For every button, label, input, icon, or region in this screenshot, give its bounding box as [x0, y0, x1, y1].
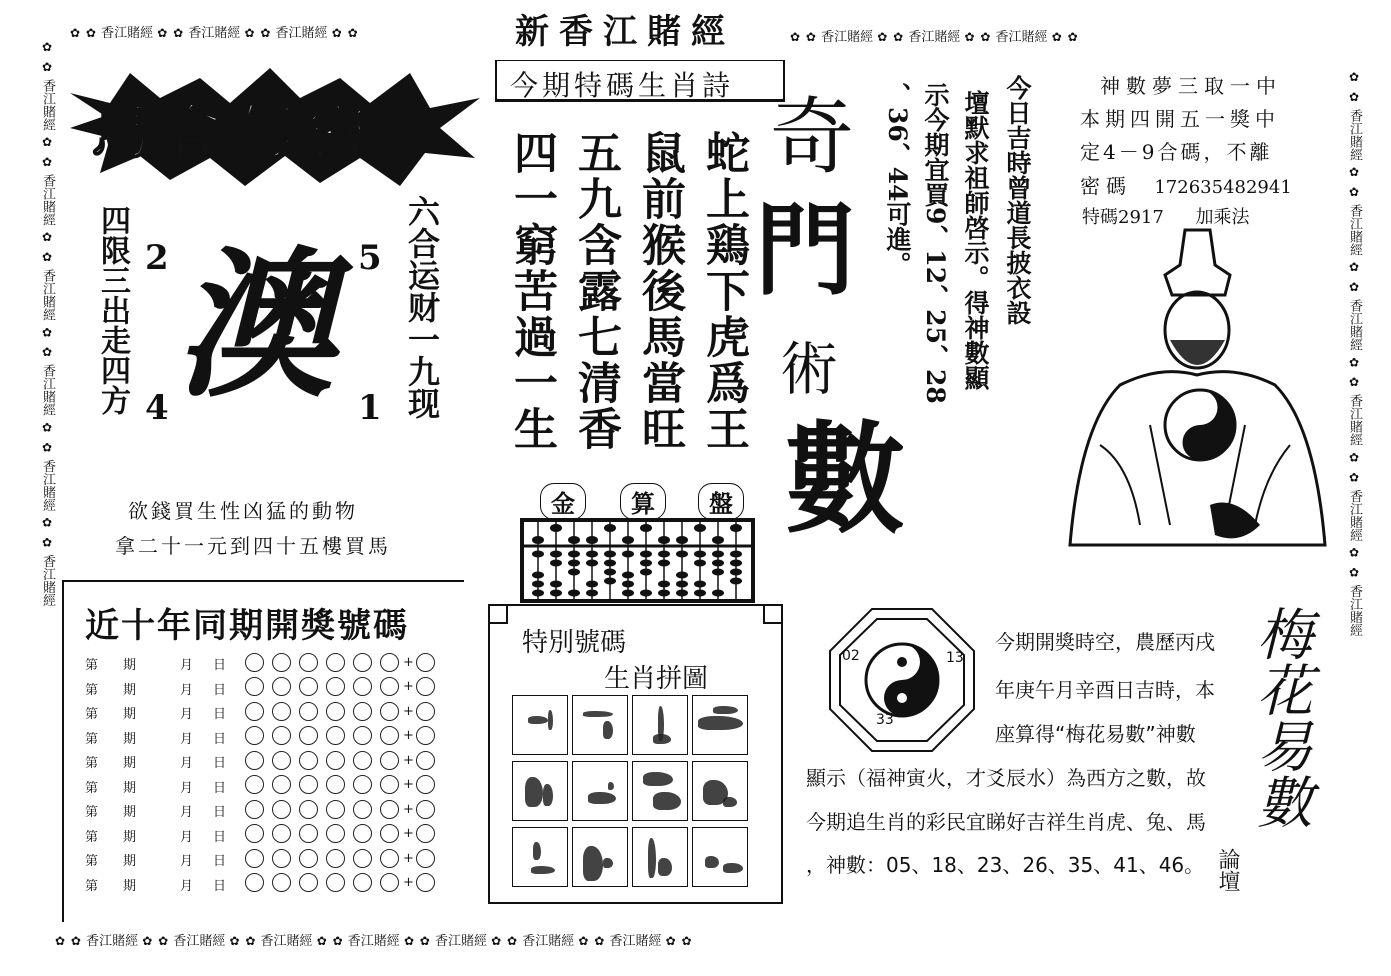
number-circle	[245, 653, 264, 672]
shenshu-line-3: 定4－9合碼，不離	[1080, 140, 1273, 164]
history-row	[85, 724, 465, 749]
abacus-bead	[622, 581, 634, 588]
number-circle	[299, 800, 318, 819]
ink-blot	[603, 858, 613, 868]
abacus-bead	[676, 590, 688, 597]
plus-icon: +	[403, 777, 414, 793]
number-circle	[353, 653, 372, 672]
ink-blot	[608, 782, 614, 790]
special-corner-tl	[488, 604, 508, 624]
top-border-left: ✿ ✿ 香江賭經 ✿ ✿ 香江賭經 ✿ ✿ 香江賭經 ✿ ✿	[70, 26, 359, 41]
ink-blot	[658, 858, 672, 876]
abacus-bead	[730, 569, 742, 576]
plus-icon: +	[403, 826, 414, 842]
abacus-bead	[532, 581, 544, 588]
special-number-circle	[416, 873, 435, 892]
number-circle	[353, 751, 372, 770]
special-number-circle	[416, 824, 435, 843]
abacus-bead	[658, 560, 670, 567]
history-row-label: 日	[213, 658, 227, 673]
zodiac-puzzle-cell	[692, 761, 748, 821]
right-column-text: 六合运财一九现	[403, 195, 441, 419]
history-row-label: 第	[85, 805, 99, 820]
qimen-char-1: 奇	[770, 88, 855, 186]
zodiac-puzzle-cell	[692, 827, 748, 887]
number-circle	[380, 677, 399, 696]
history-row-label: 日	[213, 707, 227, 722]
history-row-label: 月	[180, 658, 194, 673]
history-row-labels	[85, 773, 245, 798]
ink-blot	[525, 777, 543, 807]
ink-blot	[698, 716, 743, 730]
abacus-label-2: 算	[620, 483, 666, 520]
abacus-bead	[586, 581, 598, 588]
number-circle	[380, 849, 399, 868]
number-circle	[299, 677, 318, 696]
abacus-bead	[568, 560, 580, 567]
left-column-text: 四限三出走四方	[95, 205, 130, 415]
bagua-number-2: 13	[946, 650, 964, 666]
abacus-label-1: 金	[540, 483, 586, 520]
top-border-right: ✿ ✿ 香江賭經 ✿ ✿ 香江賭經 ✿ ✿ 香江賭經 ✿ ✿	[790, 30, 1079, 45]
notice-col-1: 今日吉時曾道長披衣設	[1003, 75, 1032, 325]
special-title-1: 特別號碼	[522, 628, 627, 658]
number-circle	[299, 726, 318, 745]
number-circle	[272, 800, 291, 819]
number-circle	[353, 873, 372, 892]
number-circle	[380, 653, 399, 672]
abacus-icon	[520, 518, 755, 603]
special-number-circle	[416, 800, 435, 819]
plus-icon: +	[403, 875, 414, 891]
meihua-line-6: ，神數：05、18、23、26、35、41、46。	[806, 853, 1205, 877]
number-circle	[245, 751, 264, 770]
abacus-bead	[730, 578, 742, 585]
history-row-labels	[85, 822, 245, 847]
meihua-line-3: 座算得“梅花易數”神數	[995, 722, 1196, 746]
history-row-label: 第	[85, 829, 99, 845]
abacus-bead	[640, 590, 652, 597]
abacus-bead	[730, 524, 742, 532]
plus-icon: +	[403, 679, 414, 695]
abacus-bead	[622, 590, 634, 597]
abacus-bead	[550, 590, 562, 597]
ink-blot	[603, 721, 613, 739]
history-row-label: 日	[213, 854, 227, 869]
history-row	[85, 675, 465, 700]
center-calligraphy: 澳	[175, 231, 336, 419]
left-border: ✿ ✿ 香江賭經 ✿ ✿ 香江賭經 ✿ ✿ 香江賭經 ✿ ✿ 香江賭經 ✿ ✿ 香江賭經 ✿ ✿ 香江賭經	[40, 40, 55, 607]
number-circle	[326, 873, 345, 892]
abacus-bead	[586, 536, 598, 544]
horse-box-title: 馬會傳密	[92, 98, 381, 166]
number-circle	[272, 775, 291, 794]
abacus-bead	[532, 551, 544, 558]
history-row-label: 第	[85, 707, 99, 722]
history-row-label: 日	[213, 805, 227, 820]
abacus-bead	[532, 590, 544, 597]
abacus-bead	[550, 581, 562, 588]
special-title-2: 生肖拼圖	[604, 664, 709, 694]
meihua-signature: 論壇	[1215, 848, 1240, 892]
history-row	[85, 650, 465, 675]
history-row-label: 期	[123, 854, 137, 869]
number-circle	[272, 849, 291, 868]
abacus-bead	[712, 560, 724, 567]
shenshu-line-4	[1080, 170, 1292, 199]
history-row-labels	[85, 748, 245, 773]
abacus-bead	[604, 560, 616, 567]
history-row-label: 第	[85, 854, 99, 869]
history-row-label: 月	[180, 780, 194, 796]
history-row-label: 月	[180, 829, 194, 845]
number-circle	[380, 751, 399, 770]
history-row-label: 期	[123, 658, 137, 673]
special-number-circle	[416, 677, 435, 696]
notice-col-2: 壇默求祖師啓示。得神數顯	[961, 90, 990, 390]
history-row-label: 期	[123, 756, 137, 771]
plus-icon: +	[403, 752, 414, 768]
bagua-number-3: 33	[876, 712, 894, 728]
number-circle	[380, 726, 399, 745]
abacus-bead	[568, 569, 580, 576]
zodiac-puzzle-cell	[512, 827, 568, 887]
abacus-bead	[658, 581, 670, 588]
abacus-bead	[622, 536, 634, 544]
abacus-bead	[550, 524, 562, 532]
bagua-number-1: 02	[842, 648, 860, 664]
number-circle	[326, 702, 345, 721]
corner-number-br: 1	[358, 388, 382, 428]
special-number-circle	[416, 849, 435, 868]
number-circle	[326, 726, 345, 745]
history-title: 近十年同期開獎號碼	[85, 606, 409, 646]
bottom-border: ✿ ✿ 香江賭經 ✿ ✿ 香江賭經 ✿ ✿ 香江賭經 ✿ ✿ 香江賭經 ✿ ✿ 香江賭經 ✿ ✿ 香江賭經 ✿ ✿ 香江賭經 ✿ ✿	[55, 934, 693, 949]
abacus-bead	[640, 524, 652, 532]
history-row-label: 第	[85, 658, 99, 673]
number-circle	[353, 800, 372, 819]
meihua-line-1: 今期開獎時空，農歷丙戌	[995, 630, 1215, 654]
history-row-label: 日	[213, 829, 227, 845]
abacus-bead	[658, 551, 670, 558]
number-circle	[272, 873, 291, 892]
number-circle	[245, 824, 264, 843]
number-circle	[299, 849, 318, 868]
number-circle	[299, 751, 318, 770]
number-circle	[353, 726, 372, 745]
abacus-bead	[712, 536, 724, 544]
number-circle	[353, 849, 372, 868]
abacus-bead	[712, 569, 724, 576]
history-row-label: 日	[213, 878, 227, 894]
number-circle	[245, 849, 264, 868]
number-circle	[245, 800, 264, 819]
history-row-label: 日	[213, 731, 227, 747]
abacus-bead	[640, 560, 652, 567]
plus-icon: +	[403, 801, 414, 817]
history-row-label: 第	[85, 878, 99, 894]
history-row-label: 月	[180, 854, 194, 869]
number-circle	[272, 702, 291, 721]
number-circle	[299, 873, 318, 892]
history-row-labels	[85, 699, 245, 724]
abacus-bead	[658, 536, 670, 544]
bagua-icon	[822, 605, 982, 755]
ink-blot	[643, 772, 673, 786]
abacus-bead	[640, 569, 652, 576]
ink-blot	[533, 842, 541, 860]
history-row-label: 月	[180, 731, 194, 747]
number-circle	[326, 800, 345, 819]
history-row-label: 期	[123, 731, 137, 747]
number-circle	[272, 653, 291, 672]
abacus-bead	[568, 536, 580, 544]
abacus-bead	[640, 551, 652, 558]
number-circle	[353, 702, 372, 721]
history-row-label: 期	[123, 805, 137, 820]
special-code-method: 加乘法	[1195, 207, 1250, 228]
abacus-bead	[694, 551, 706, 558]
history-row	[85, 871, 465, 896]
history-row-label: 第	[85, 780, 99, 796]
number-circle	[380, 824, 399, 843]
ink-blot	[713, 706, 738, 714]
poem-column-3: 五九含露七清香	[570, 130, 621, 452]
zodiac-puzzle-cell	[512, 695, 568, 755]
number-circle	[353, 775, 372, 794]
history-row-labels	[85, 675, 245, 700]
plus-icon: +	[403, 850, 414, 866]
notice-col-3: 示今期宜買9、12、25、28	[921, 82, 950, 404]
number-circle	[272, 726, 291, 745]
meihua-line-2: 年庚午月辛酉日吉時，本	[995, 678, 1215, 702]
history-row	[85, 846, 465, 871]
zodiac-puzzle-cell	[572, 827, 628, 887]
ink-blot	[653, 734, 671, 744]
number-circle	[353, 824, 372, 843]
abacus-bead	[676, 551, 688, 558]
abacus-bead	[568, 551, 580, 558]
number-circle	[326, 677, 345, 696]
meihua-line-5: 今期追生肖的彩民宜睇好吉祥生肖虎、兔、馬	[806, 810, 1206, 834]
number-circle	[326, 824, 345, 843]
header-title: 新香江賭經	[515, 12, 735, 52]
zodiac-puzzle-cell	[572, 761, 628, 821]
history-row-label: 月	[180, 878, 194, 894]
history-rows	[85, 650, 465, 895]
corner-number-bl: 4	[145, 388, 169, 428]
history-row-label: 日	[213, 682, 227, 698]
zodiac-puzzle-grid	[510, 693, 758, 893]
special-code: 特碼2917	[1082, 207, 1164, 228]
shenshu-code-label: 密碼	[1080, 174, 1132, 198]
ink-blot	[583, 846, 603, 881]
history-row-label: 期	[123, 682, 137, 698]
special-number-circle	[416, 751, 435, 770]
zodiac-puzzle-cell	[572, 695, 628, 755]
shenshu-line-2: 本期四開五一獎中	[1080, 107, 1280, 131]
number-circle	[272, 824, 291, 843]
corner-number-tl: 2	[145, 238, 169, 278]
abacus-bead	[676, 581, 688, 588]
abacus-bead	[604, 578, 616, 585]
history-row-labels	[85, 650, 245, 675]
history-row-label: 月	[180, 805, 194, 820]
plus-icon: +	[403, 654, 414, 670]
special-number-circle	[416, 726, 435, 745]
abacus-bead	[712, 590, 724, 597]
zodiac-puzzle-cell	[512, 761, 568, 821]
abacus-bead	[604, 551, 616, 558]
number-circle	[245, 775, 264, 794]
ink-blot	[705, 856, 719, 868]
history-row-labels	[85, 846, 245, 871]
number-circle	[299, 775, 318, 794]
history-row	[85, 797, 465, 822]
number-circle	[299, 702, 318, 721]
abacus-bead	[586, 560, 598, 567]
horse-line-1: 欲錢買生性凶猛的動物	[128, 499, 358, 523]
ink-blot	[531, 866, 555, 874]
abacus-bead	[532, 536, 544, 544]
abacus-bead	[694, 524, 706, 532]
history-row-label: 期	[123, 878, 137, 894]
abacus-bead	[658, 590, 670, 597]
special-number-circle	[416, 702, 435, 721]
abacus-bead	[586, 551, 598, 558]
abacus-bead	[622, 551, 634, 558]
special-corner-tr	[763, 604, 783, 624]
abacus-bead	[550, 560, 562, 567]
poem-column-2: 鼠前猴後馬當旺	[634, 130, 685, 452]
number-circle	[326, 849, 345, 868]
qimen-char-4: 數	[785, 409, 905, 550]
number-circle	[245, 702, 264, 721]
corner-number-tr: 5	[358, 238, 382, 278]
meihua-side-title: 梅花易數	[1248, 605, 1313, 829]
ink-blot	[583, 711, 613, 717]
history-row-label: 月	[180, 682, 194, 698]
abacus-label-3: 盤	[698, 483, 744, 520]
abacus-bead	[676, 536, 688, 544]
ink-blot	[588, 792, 616, 804]
ink-blot	[648, 838, 656, 878]
abacus-bead	[730, 551, 742, 558]
abacus-bead	[694, 560, 706, 567]
zodiac-puzzle-cell	[632, 761, 688, 821]
right-border: ✿ ✿ 香江賭經 ✿ ✿ 香江賭經 ✿ ✿ 香江賭經 ✿ ✿ 香江賭經 ✿ ✿ 香江賭經 ✿ ✿ 香江賭經	[1347, 70, 1362, 637]
history-row-label: 第	[85, 756, 99, 771]
history-row-label: 期	[123, 780, 137, 796]
number-circle	[245, 677, 264, 696]
history-row-label: 期	[123, 829, 137, 845]
abacus-bead	[604, 524, 616, 532]
ink-blot	[723, 797, 737, 807]
history-row-label: 日	[213, 780, 227, 796]
horse-line-2: 拿二十一元到四十五樓買馬	[115, 534, 391, 558]
plus-icon: +	[403, 728, 414, 744]
ink-blot	[653, 792, 681, 810]
qimen-char-3: 術	[780, 335, 839, 403]
abacus-bead	[694, 581, 706, 588]
history-row-label: 日	[213, 756, 227, 771]
meihua-line-4: 顯示（福神寅火，才爻辰水）為西方之數，故	[806, 766, 1206, 790]
special-number-circle	[416, 653, 435, 672]
history-row-label: 第	[85, 682, 99, 698]
zodiac-puzzle-cell	[692, 695, 748, 755]
number-circle	[380, 775, 399, 794]
history-row	[85, 748, 465, 773]
number-circle	[326, 775, 345, 794]
number-circle	[326, 653, 345, 672]
number-circle	[299, 824, 318, 843]
abacus-bead	[604, 569, 616, 576]
abacus-bead	[586, 590, 598, 597]
history-row-labels	[85, 797, 245, 822]
shenshu-line-1: 神數夢三取一中	[1100, 74, 1282, 98]
abacus-bead	[550, 551, 562, 558]
history-row-label: 月	[180, 707, 194, 722]
history-row	[85, 699, 465, 724]
history-row-label: 期	[123, 707, 137, 722]
number-circle	[326, 751, 345, 770]
abacus-bead	[712, 551, 724, 558]
number-circle	[245, 726, 264, 745]
history-row	[85, 822, 465, 847]
ink-blot	[723, 863, 743, 873]
poem-column-1: 蛇上鶏下虎爲王	[698, 130, 749, 452]
ink-blot	[528, 716, 548, 724]
abacus-bead	[622, 572, 634, 579]
plus-icon: +	[403, 703, 414, 719]
special-number-circle	[416, 775, 435, 794]
history-row-label: 月	[180, 756, 194, 771]
poem-column-4: 四一窮苦過一生	[506, 130, 557, 452]
ink-blot	[548, 710, 553, 730]
history-row	[85, 773, 465, 798]
abacus-bead	[676, 572, 688, 579]
number-circle	[272, 677, 291, 696]
shenshu-code-value: 17263548294​1	[1154, 177, 1292, 198]
abacus-bead	[730, 560, 742, 567]
abacus-bead	[532, 572, 544, 579]
number-circle	[245, 873, 264, 892]
number-circle	[380, 702, 399, 721]
number-circle	[380, 800, 399, 819]
ink-blot	[543, 784, 553, 806]
number-circle	[299, 653, 318, 672]
zodiac-puzzle-cell	[632, 695, 688, 755]
number-circle	[380, 873, 399, 892]
history-row-labels	[85, 871, 245, 896]
sage-figure-icon	[1060, 225, 1335, 555]
qimen-char-2: 門	[755, 191, 855, 309]
notice-col-4: 、36、44可進。	[883, 82, 912, 277]
number-circle	[272, 751, 291, 770]
zodiac-puzzle-cell	[632, 827, 688, 887]
number-circle	[353, 677, 372, 696]
abacus-bead	[694, 590, 706, 597]
history-row-labels	[85, 724, 245, 749]
history-row-label: 第	[85, 731, 99, 747]
poem-title: 今期特碼生肖詩	[510, 69, 735, 102]
abacus-bead	[568, 590, 580, 597]
